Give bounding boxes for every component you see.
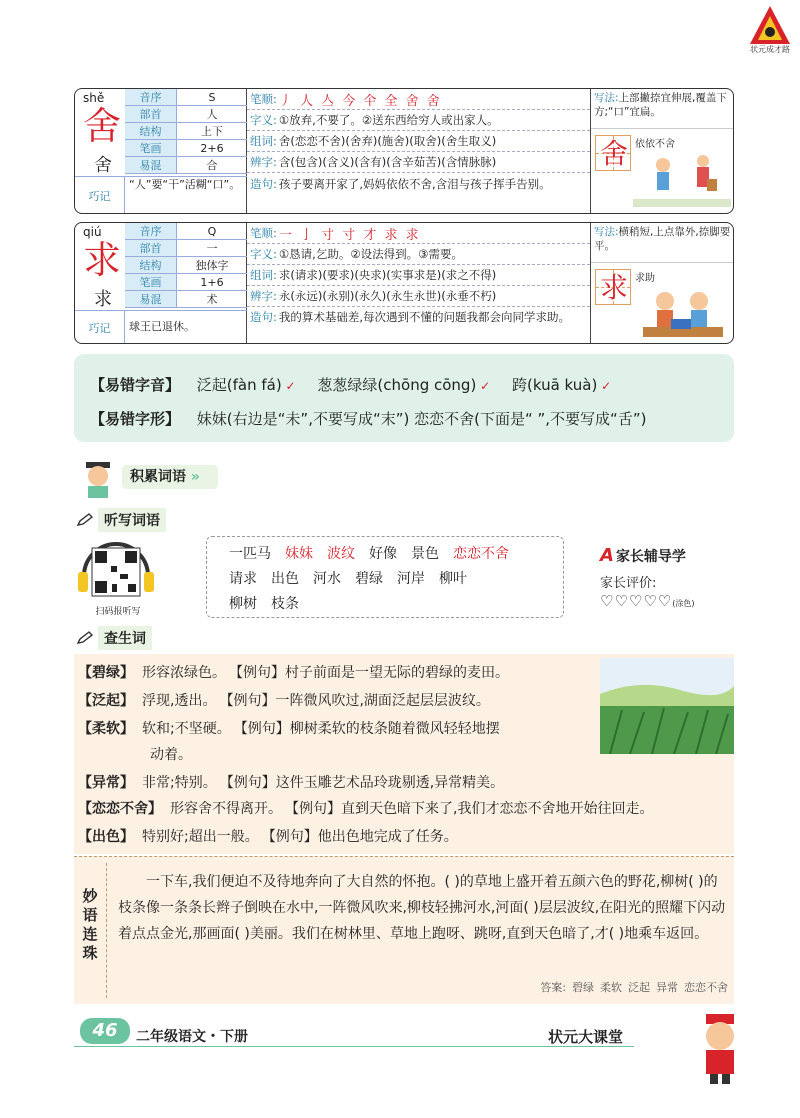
stroke-order-label: 笔顺: bbox=[250, 92, 277, 106]
check-icon: ✓ bbox=[597, 379, 612, 393]
logo-caption: 状元成才路 bbox=[750, 45, 790, 54]
parent-guide-icon: A bbox=[600, 545, 614, 566]
error-shape-row bbox=[90, 408, 646, 429]
attr-value: Q bbox=[207, 225, 217, 238]
meaning-text: ①恳请,乞助。②设法得到。③需要。 bbox=[278, 247, 463, 261]
error-sound-item: 葱葱绿绿(chōng cōng) bbox=[317, 376, 477, 394]
sentence-text: 孩子要离开家了,妈妈依依不舍,含泪与孩子挥手告别。 bbox=[278, 177, 551, 191]
parent-eval-label: 家长评价: bbox=[600, 576, 657, 591]
sentence-label: 造句: bbox=[250, 177, 277, 191]
writing-tips bbox=[591, 89, 734, 213]
char-pinyin: shě bbox=[83, 91, 105, 105]
writing-label: 写法: bbox=[594, 226, 619, 238]
char-attributes bbox=[125, 89, 247, 174]
writing-tips bbox=[591, 223, 734, 343]
parent-guide-title bbox=[600, 545, 686, 566]
compound-text: 舍(恋恋不舍)(舍弃)(施舍)(取舍)(舍生取义) bbox=[278, 134, 497, 148]
attr-value: 人 bbox=[206, 108, 218, 121]
char-big: 舍 bbox=[82, 104, 121, 148]
dictation-word: 波纹 bbox=[327, 546, 355, 562]
answer-word: 柔软 bbox=[600, 981, 622, 994]
error-sound-row bbox=[90, 374, 611, 395]
practice-grid bbox=[595, 135, 631, 171]
attr-value: 2+6 bbox=[200, 142, 224, 155]
attr-value: 术 bbox=[206, 293, 218, 306]
vocab-example: 【例句】村子前面是一望无际的碧绿的麦田。 bbox=[236, 665, 509, 681]
meaning-label: 字义: bbox=[250, 247, 277, 261]
dictation-word: 出色 bbox=[271, 571, 299, 587]
vocab-term: 【恋恋不舍】 bbox=[78, 801, 162, 817]
mnemonic-label: 巧记 bbox=[75, 311, 125, 344]
dictation-words bbox=[206, 536, 564, 618]
vocab-item bbox=[78, 826, 458, 846]
compound-label: 组词: bbox=[250, 134, 277, 148]
distinguish-label: 辨字: bbox=[250, 289, 277, 303]
dictation-word: 河水 bbox=[313, 571, 341, 587]
meaning-text: ①放弃,不要了。②送东西给穷人或出家人。 bbox=[278, 113, 499, 127]
vocab-term: 【柔软】 bbox=[78, 721, 134, 737]
rating-hearts[interactable] bbox=[600, 592, 695, 610]
vocab-example: 【例句】这件玉雕艺术品玲珑剔透,异常精美。 bbox=[226, 775, 505, 791]
vocab-item bbox=[78, 718, 500, 738]
distinguish-text: 含(包含)(含义)(含有)(含辛茹苦)(含情脉脉) bbox=[278, 155, 497, 169]
attr-value: 上下 bbox=[201, 125, 223, 138]
story-divider bbox=[106, 863, 107, 998]
attr-key: 易混 bbox=[125, 157, 177, 173]
mascot-icon bbox=[690, 1010, 750, 1086]
dictation-word: 请求 bbox=[229, 571, 257, 587]
vocab-def: 软和;不坚硬。 bbox=[142, 721, 231, 737]
dictation-word: 枝条 bbox=[271, 596, 299, 612]
illustration-caption: 依依不舍 bbox=[635, 139, 675, 150]
answer-label: 答案: bbox=[540, 981, 566, 994]
meaning-label: 字义: bbox=[250, 113, 277, 127]
vocab-example: 【例句】他出色地完成了任务。 bbox=[268, 829, 458, 845]
attr-key: 部首 bbox=[125, 106, 177, 122]
stroke-order: 丿 人 亼 今 仐 全 舍 舍 bbox=[278, 93, 442, 109]
practice-grid bbox=[595, 269, 631, 305]
vocab-term: 【泛起】 bbox=[78, 693, 134, 709]
error-sound-item: 泛起(fàn fá) bbox=[196, 376, 282, 394]
mnemonic-row bbox=[75, 176, 247, 214]
double-chevron-icon: » bbox=[190, 469, 200, 485]
vocab-term: 【出色】 bbox=[78, 829, 134, 845]
char-big: 求 bbox=[82, 238, 121, 282]
attr-value: 1+6 bbox=[200, 276, 224, 289]
vocab-term: 【碧绿】 bbox=[78, 665, 134, 681]
publisher-logo-icon bbox=[748, 4, 792, 48]
dictation-word: 碧绿 bbox=[355, 571, 383, 587]
attr-value: 独体字 bbox=[195, 259, 229, 272]
dictation-word: 一匹马 bbox=[229, 546, 271, 562]
qr-caption: 扫码报听写 bbox=[95, 607, 141, 617]
check-icon: ✓ bbox=[281, 379, 300, 393]
story-label: 妙语连珠 bbox=[82, 887, 98, 962]
char-small: 求 bbox=[94, 289, 112, 310]
vocab-def: 浮现,透出。 bbox=[142, 693, 217, 709]
vocab-def: 形容浓绿色。 bbox=[142, 665, 226, 681]
vocab-term: 【异常】 bbox=[78, 775, 134, 791]
dictation-word: 河岸 bbox=[397, 571, 425, 587]
vocab-example: 【例句】一阵微风吹过,湖面泛起层层波纹。 bbox=[226, 693, 490, 709]
char-attributes bbox=[125, 223, 247, 308]
distinguish-text: 永(永远)(永别)(永久)(永生永世)(永垂不朽) bbox=[278, 289, 497, 303]
vocab-def: 特别好;超出一般。 bbox=[142, 829, 259, 845]
vocab-item bbox=[78, 798, 653, 818]
compound-label: 组词: bbox=[250, 268, 277, 282]
vocab-item bbox=[78, 690, 490, 710]
check-icon: ✓ bbox=[476, 379, 494, 393]
vocab-title: 查生词 bbox=[98, 626, 152, 650]
parent-guide-text: 家长辅导学 bbox=[615, 549, 686, 565]
grade-label: 二年级语文・下册 bbox=[136, 1029, 248, 1045]
vocab-list bbox=[74, 654, 734, 854]
mnemonic-text: “人”要“干”活糊“口”。 bbox=[129, 178, 241, 191]
attr-value: 一 bbox=[206, 242, 218, 255]
story-exercise bbox=[74, 856, 734, 1004]
writing-text: 横稍短,上点靠外,捺脚要平。 bbox=[594, 226, 731, 252]
sentence-text: 我的算术基础差,每次遇到不懂的问题我都会向同学求助。 bbox=[278, 310, 571, 324]
answer-word: 恋恋不舍 bbox=[684, 981, 728, 994]
answer-word: 异常 bbox=[656, 981, 678, 994]
vocab-def: 形容舍不得离开。 bbox=[170, 801, 282, 817]
brand-label: 状元大课堂 bbox=[548, 1028, 624, 1046]
attr-key: 部首 bbox=[125, 240, 177, 256]
attr-key: 结构 bbox=[125, 257, 177, 273]
answer-word: 泛起 bbox=[628, 981, 650, 994]
dictation-word: 妹妹 bbox=[285, 546, 313, 562]
pencil-icon bbox=[76, 631, 94, 645]
char-details bbox=[247, 89, 591, 213]
sentence-label: 造句: bbox=[250, 310, 277, 324]
attr-value: S bbox=[208, 91, 216, 104]
attr-value: 合 bbox=[206, 159, 218, 172]
vocab-def: 非常;特别。 bbox=[142, 775, 217, 791]
attr-key: 音序 bbox=[125, 89, 177, 105]
char-small: 舍 bbox=[94, 155, 112, 176]
writing-text: 上部撇捺宜伸展,覆盖下方;“口”宜扁。 bbox=[594, 92, 727, 118]
story-text: 一下车,我们便迫不及待地奔向了大自然的怀抱。( )的草地上盛开着五颜六色的野花,柳树( )的枝条像一条条长辫子倒映在水中,一阵微风吹来,柳枝轻拂河水,河面( )层层波纹,在阳光的照耀下闪动着点点金光,那画面( )美丽。我们在树林里、草地上跑呀、跳呀,直到天色暗了,才( )地乘车返回。 bbox=[118, 874, 726, 942]
mnemonic-text: 球王已退休。 bbox=[129, 320, 195, 333]
attr-key: 易混 bbox=[125, 291, 177, 307]
error-shape-text: 妹妹(右边是“未”,不要写成“末”) 恋恋不舍(下面是“ ”,不要写成“舌”) bbox=[196, 410, 647, 428]
vocab-heading bbox=[76, 626, 152, 650]
answer-word: 碧绿 bbox=[572, 981, 594, 994]
dictation-word: 柳树 bbox=[229, 596, 257, 612]
attr-key: 笔画 bbox=[125, 140, 177, 156]
char-card-she bbox=[74, 88, 734, 214]
hearts-note: (涂色) bbox=[672, 599, 695, 608]
dictation-word: 柳叶 bbox=[439, 571, 467, 587]
attr-key: 笔画 bbox=[125, 274, 177, 290]
dictation-heading bbox=[76, 508, 166, 532]
char-info-left bbox=[75, 223, 247, 343]
section-title bbox=[122, 465, 218, 489]
mnemonic-row bbox=[75, 310, 247, 344]
vocab-example: 【例句】直到天色暗下来了,我们才恋恋不舍地开始往回走。 bbox=[292, 801, 654, 817]
error-sound-label: 【易错字音】 bbox=[90, 376, 181, 394]
vocab-example: 【例句】柳树柔软的枝条随着微风轻轻地摆 bbox=[240, 721, 500, 737]
wheat-field-image bbox=[600, 658, 734, 754]
page-number: 46 bbox=[80, 1018, 130, 1044]
vocab-item bbox=[78, 772, 504, 792]
char-card-qiu bbox=[74, 222, 734, 344]
char-details bbox=[247, 223, 591, 343]
distinguish-label: 辨字: bbox=[250, 155, 277, 169]
grid-char: 求 bbox=[599, 271, 628, 304]
scholar-mascot-icon bbox=[76, 456, 120, 500]
illustration-caption: 求助 bbox=[635, 273, 655, 284]
error-prone-panel bbox=[74, 354, 734, 442]
farewell-illustration-icon bbox=[633, 147, 731, 207]
dictation-title: 听写词语 bbox=[98, 508, 166, 532]
grid-char: 舍 bbox=[599, 137, 628, 170]
error-sound-item: 跨(kuā kuà) bbox=[512, 376, 598, 394]
compound-text: 求(请求)(要求)(央求)(实事求是)(求之不得) bbox=[278, 268, 497, 282]
writing-label: 写法: bbox=[594, 92, 619, 104]
char-info-left bbox=[75, 89, 247, 213]
attr-key: 音序 bbox=[125, 223, 177, 239]
stroke-order-label: 笔顺: bbox=[250, 226, 277, 240]
section-title-text: 积累词语 bbox=[130, 469, 186, 485]
dictation-word: 好像 bbox=[369, 546, 397, 562]
vocab-item-continued bbox=[150, 744, 192, 764]
vocab-item bbox=[78, 662, 509, 682]
dictation-word: 景色 bbox=[411, 546, 439, 562]
stroke-order: 一 亅 寸 寸 才 求 求 bbox=[278, 227, 421, 243]
pencil-icon bbox=[76, 513, 94, 527]
heart-icon[interactable]: ♡♡♡♡♡ bbox=[600, 592, 673, 610]
error-shape-label: 【易错字形】 bbox=[90, 410, 181, 428]
answer-key bbox=[540, 979, 728, 995]
attr-key: 结构 bbox=[125, 123, 177, 139]
vocab-def: 动着。 bbox=[150, 747, 192, 763]
dictation-word: 恋恋不舍 bbox=[453, 546, 509, 562]
asking-help-illustration-icon bbox=[633, 281, 731, 341]
char-pinyin: qiú bbox=[83, 225, 102, 239]
mnemonic-label: 巧记 bbox=[75, 177, 125, 214]
